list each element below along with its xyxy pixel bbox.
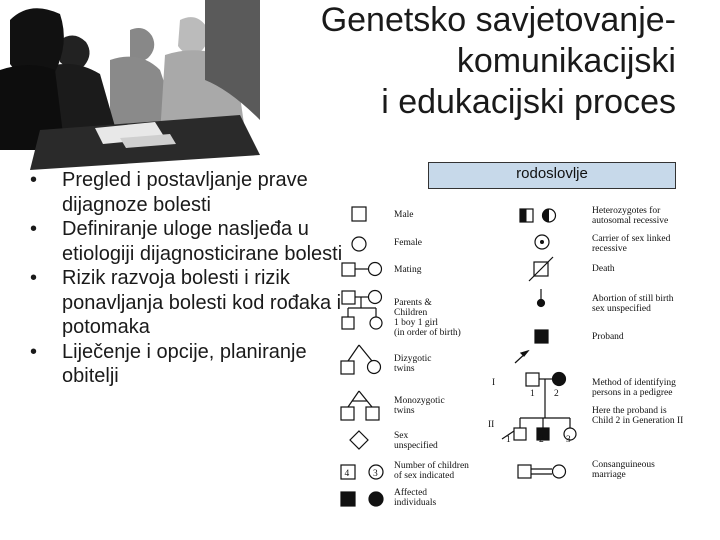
label-mating: Mating [394, 265, 422, 275]
bullet-item: • Pregled i postavljanje prave dijagnoze bolesti [30, 168, 360, 217]
child-number-2: 2 [539, 435, 544, 445]
proband-symbol [535, 330, 548, 343]
dizygotic-twin-female-symbol [368, 361, 381, 374]
label-sex-1: Sex [394, 431, 409, 441]
consanguineous-male-symbol [518, 465, 531, 478]
title-line-1: Genetsko savjetovanje- [320, 1, 676, 39]
child-boy-symbol [342, 317, 354, 329]
label-parents-1: Parents & [394, 298, 432, 308]
label-here-2: Child 2 in Generation II [592, 416, 684, 426]
label-abortion-1: Abortion of still birth [592, 294, 674, 304]
label-sex-2: unspecified [394, 441, 438, 451]
label-number-2: of sex indicated [394, 471, 455, 481]
generation-two: II [488, 420, 495, 430]
parent-number-1: 1 [530, 389, 535, 399]
label-here-1: Here the proband is [592, 406, 667, 416]
parent-number-2: 2 [554, 389, 559, 399]
label-carrier-2: recessive [592, 244, 627, 254]
label-method-1: Method of identifying [592, 378, 676, 388]
label-abortion-2: sex unspecified [592, 304, 651, 314]
label-female: Female [394, 238, 422, 248]
mating-female-symbol [369, 263, 382, 276]
label-death: Death [592, 264, 615, 274]
label-dizygotic-1: Dizygotic [394, 354, 432, 364]
label-affected-2: individuals [394, 498, 437, 508]
male-symbol [352, 207, 366, 221]
generation-one: I [492, 378, 496, 388]
dizygotic-twin-male-symbol [341, 361, 354, 374]
label-monozygotic-1: Monozygotic [394, 396, 445, 406]
label-carrier-1: Carrier of sex linked [592, 234, 671, 244]
mating-male-symbol [342, 263, 355, 276]
label-monozygotic-2: twins [394, 406, 415, 416]
label-parents-2: Children [394, 308, 428, 318]
slide-title [206, 0, 676, 123]
child-girl-symbol [370, 317, 382, 329]
label-parents-4: (in order of birth) [394, 328, 461, 338]
child-number-3: 3 [566, 435, 571, 445]
bullet-item: • Definiranje uloge nasljeđa u etiologiji dijagnosticirane bolesti [30, 217, 360, 266]
female-symbol [352, 237, 366, 251]
label-consanguineous-1: Consanguineous [592, 460, 655, 470]
sex-unspecified-symbol [350, 431, 368, 449]
pedigree-header-box: rodoslovlje [428, 162, 676, 189]
bullet-item: • Liječenje i opcije, planiranje obitelji [30, 340, 360, 389]
label-heterozygotes-1: Heterozygotes for [592, 206, 661, 216]
child-number-1: 1 [506, 435, 511, 445]
label-dizygotic-2: twins [394, 364, 415, 374]
label-consanguineous-2: marriage [592, 470, 626, 480]
number-four: 4 [344, 469, 350, 479]
label-parents-3: 1 boy 1 girl [394, 318, 439, 328]
label-male: Male [394, 210, 414, 220]
monozygotic-twin-b-symbol [366, 407, 379, 420]
bullet-item: • Rizik razvoja bolesti i rizik ponavljanja bolesti kod rođaka i potomaka [30, 266, 360, 340]
pedigree-legend [330, 195, 720, 530]
affected-male-symbol [341, 492, 355, 506]
title-line-3: i edukacijski proces [381, 83, 676, 121]
label-proband: Proband [592, 332, 624, 342]
consanguineous-female-symbol [553, 465, 566, 478]
abortion-symbol [538, 300, 545, 307]
number-three: 3 [373, 469, 378, 479]
label-number-1: Number of children [394, 461, 469, 471]
monozygotic-twin-a-symbol [341, 407, 354, 420]
title-line-2: komunikacijski [456, 42, 676, 80]
bullet-list [30, 168, 360, 389]
label-method-2: persons in a pedigree [592, 388, 673, 398]
affected-female-symbol [369, 492, 383, 506]
label-heterozygotes-2: autosomal recessive [592, 216, 669, 226]
label-affected-1: Affected [394, 488, 428, 498]
